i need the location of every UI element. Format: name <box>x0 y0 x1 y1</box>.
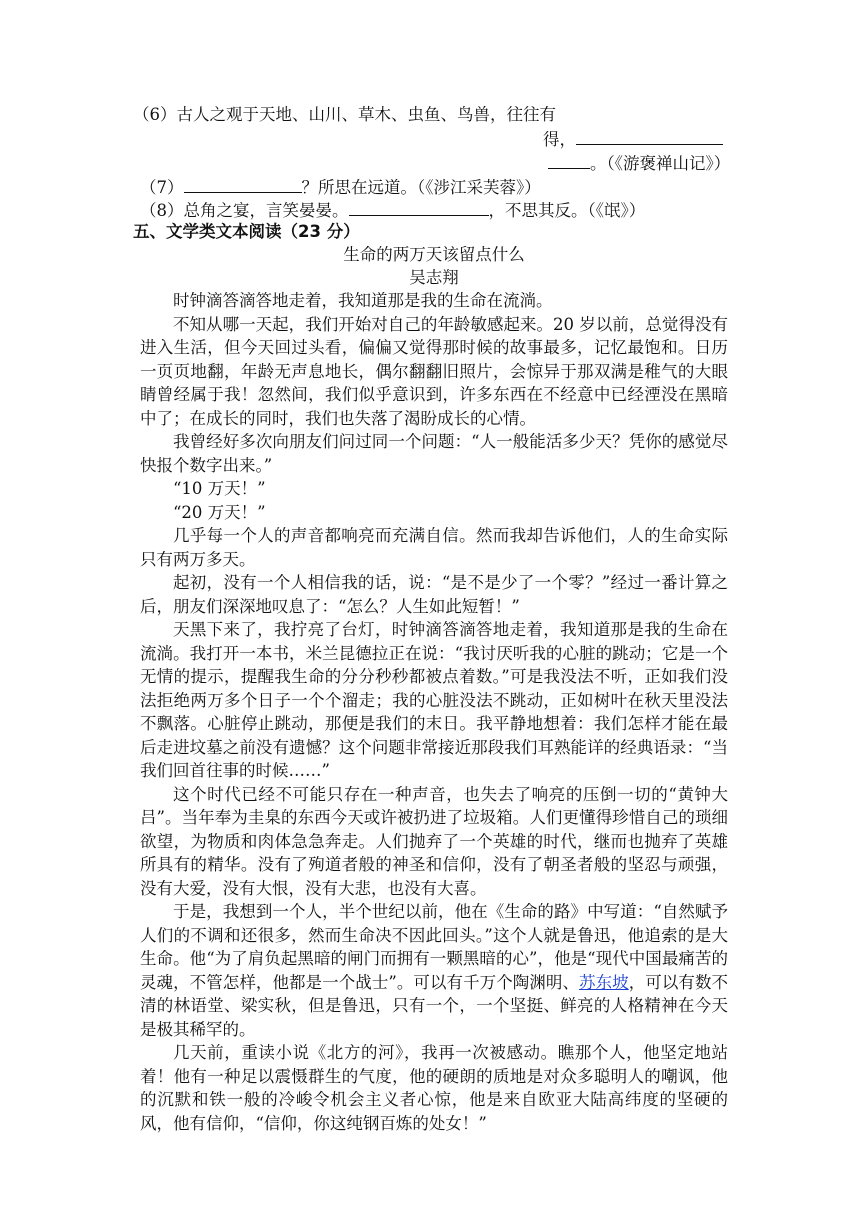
article-author: 吴志翔 <box>409 268 459 287</box>
paragraph-10 <box>140 900 728 1041</box>
su-dongpo-link[interactable]: 苏东坡 <box>579 972 629 992</box>
question-6-mid: 得， <box>543 130 576 149</box>
question-8-line <box>140 199 645 222</box>
question-8-part-a: 总角之宴，言笑晏晏。 <box>183 201 349 220</box>
question-6-line <box>133 104 556 126</box>
article-body <box>140 289 728 1135</box>
answer-blank-6b[interactable] <box>548 152 590 169</box>
question-7-label: （7） <box>140 178 184 197</box>
question-6-prefix: （6）古人之观于天地、山川、草木、虫鱼、鸟兽，往往有 <box>133 105 556 124</box>
paragraph-6: 几乎每一个人的声音都响亮而充满自信。然而我却告诉他们，人的生命实际只有两万多天。 <box>140 526 728 569</box>
paragraph-3: 我曾经好多次向朋友们问过同一个问题：“人一般能活多少天？凭你的感觉尽快报个数字出来。” <box>140 432 728 475</box>
question-8-part-b: ，不思其反。（《氓》） <box>488 201 646 220</box>
question-7-text: ？所思在远道。（《涉江采芙蓉》） <box>301 178 541 197</box>
paragraph-11: 几天前，重读小说《北方的河》，我再一次被感动。瞧那个人，他坚定地站着！他有一种足以震慑群生的气度，他的硬朗的质地是对众多聪明人的嘲讽，他的沉默和铁一般的冷峻令机会主义者心惊，他是来自欧亚大陆高纬度的坚硬的风，他有信仰，“信仰，你这纯钢百炼的处女！” <box>140 1043 728 1133</box>
paragraph-5: “20 万天！” <box>173 502 266 522</box>
answer-blank-6a[interactable] <box>576 128 723 145</box>
answer-blank-8[interactable] <box>349 199 489 216</box>
paragraph-10-part-a: 于是，我想到一个人，半个世纪以前，他在《生命的路》中写道：“自然赋予人们的不调和还很多，然而生命决不因此回头。”这个人就是鲁迅，他追索的是大生命。他“为了肩负起黑暗的闸门而拥有一颗黑暗的心”，他是“现代中国最痛苦的灵魂，不管怎样，他都是一个战士”。可以有千万个陶渊明、 <box>140 902 728 992</box>
answer-blank-7[interactable] <box>184 176 302 193</box>
paragraph-9: 这个时代已经不可能只存在一种声音，也失去了响亮的压倒一切的“黄钟大吕”。当年奉为圭臬的东西今天或许被扔进了垃圾箱。人们更懂得珍惜自己的琐细欲望，为物质和肉体急急奔走。人们抛弃了一个英雄的时代，继而也抛弃了英雄所具有的精华。没有了殉道者般的神圣和信仰，没有了朝圣者般的坚忍与顽强，没有大爱，没有大恨，没有大悲，也没有大喜。 <box>140 784 728 898</box>
question-6-line-2 <box>543 128 723 151</box>
question-8-label: （8） <box>140 201 184 220</box>
question-7-line <box>140 176 541 199</box>
paragraph-2: 不知从哪一天起，我们开始对自己的年龄敏感起来。20 岁以前，总觉得没有进入生活，但今天回过头看，偏偏又觉得那时候的故事最多，记忆最饱和。日历一页页地翻，年龄无声息地长，偶尔翻翻旧照片，会惊异于那双满是稚气的大眼睛曾经属于我！忽然间，我们似乎意识到，许多东西在不经意中已经湮没在黑暗中了；在成长的同时，我们也失落了渴盼成长的心情。 <box>140 314 728 428</box>
question-6-end: 。（《游褒禅山记》） <box>590 154 731 173</box>
article-title: 生命的两万天该留点什么 <box>343 245 525 264</box>
paragraph-8: 天黑下来了，我拧亮了台灯，时钟滴答滴答地走着，我知道那是我的生命在流淌。我打开一本书，米兰昆德拉正在说：“我讨厌听我的心脏的跳动；它是一个无情的提示，提醒我生命的分分秒秒都被点着数。”可是我没法不听，正如我们没法拒绝两万多个日子一个个溜走；我的心脏没法不跳动，正如树叶在秋天里没法不飘落。心脏停止跳动，那便是我们的末日。我平静地想着：我们怎样才能在最后走进坟墓之前没有遗憾？这个问题非常接近那段我们耳熟能详的经典语录：“当我们回首往事的时候……” <box>140 620 728 780</box>
paragraph-7: 起初，没有一个人相信我的话，说：“是不是少了一个零？”经过一番计算之后，朋友们深深地叹息了：“怎么？人生如此短暂！” <box>140 573 728 616</box>
paragraph-10-part-b: ，可以有数不清的林语堂、梁实秋，但是鲁迅，只有一个，一个坚挺、鲜亮的人格精神在今天是极其稀罕的。 <box>140 972 729 1039</box>
question-6-line-3 <box>548 152 730 175</box>
section-heading: 五、文学类文本阅读（23 分） <box>133 222 360 241</box>
paragraph-4: “10 万天！” <box>173 479 266 498</box>
paragraph-1: 时钟滴答滴答地走着，我知道那是我的生命在流淌。 <box>173 291 553 310</box>
